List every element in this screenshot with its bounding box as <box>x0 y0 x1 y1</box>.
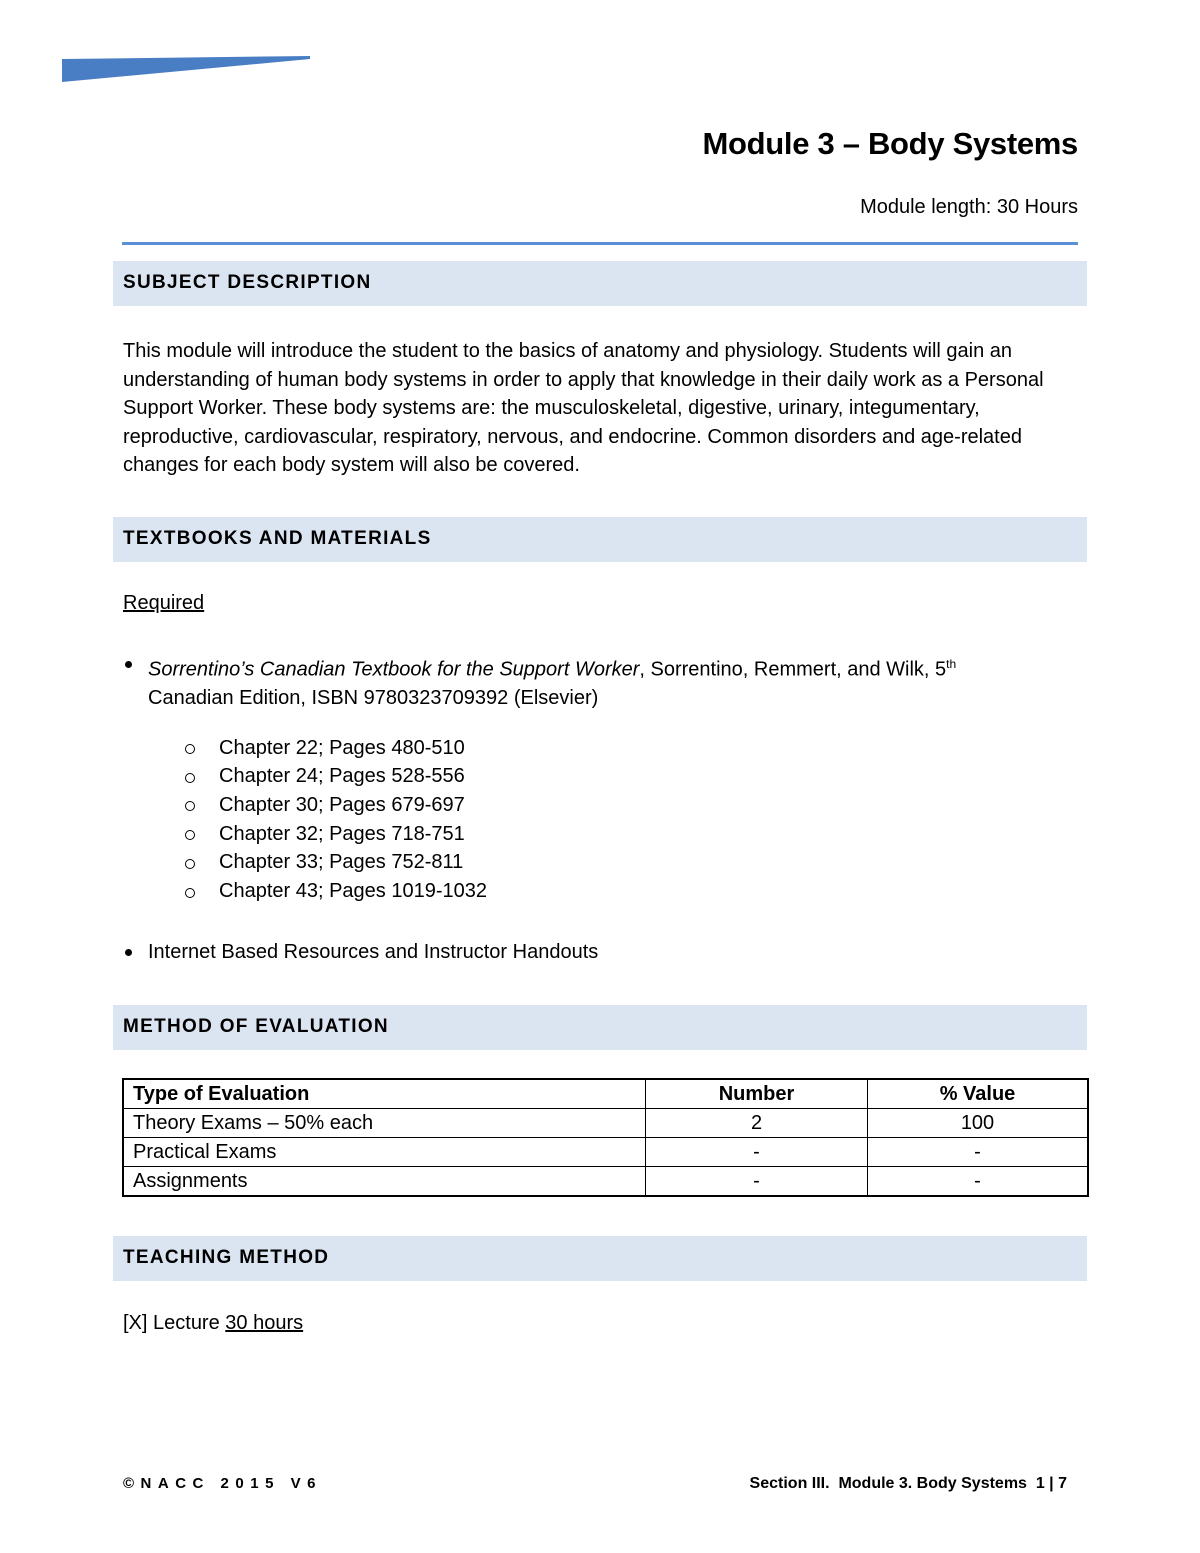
logo-bar <box>62 56 310 82</box>
table-row <box>123 1109 1088 1138</box>
header-rule <box>122 242 1078 245</box>
table-header: % Value <box>868 1079 1089 1109</box>
section-textbooks <box>113 517 1087 562</box>
section-heading: TEXTBOOKS AND MATERIALS <box>123 528 432 549</box>
lecture-label: [X] Lecture <box>123 1312 226 1334</box>
page-title: Module 3 – Body Systems <box>702 126 1078 161</box>
table-cell: 2 <box>646 1109 868 1138</box>
other-materials: Internet Based Resources and Instructor Handouts <box>148 941 599 963</box>
section-subject-description <box>113 261 1087 306</box>
required-label: Required <box>123 592 205 614</box>
module-length: Module length: 30 Hours <box>860 196 1078 218</box>
footer-copyright: ©NACC 2015 V6 <box>123 1475 322 1492</box>
section-heading: TEACHING METHOD <box>123 1247 330 1268</box>
table-cell: Theory Exams – 50% each <box>123 1109 646 1138</box>
circle-bullet-icon <box>185 801 195 811</box>
textbook-citation <box>148 650 956 713</box>
table-cell: - <box>868 1167 1089 1197</box>
table-cell: Practical Exams <box>123 1138 646 1167</box>
section-heading: SUBJECT DESCRIPTION <box>123 272 372 293</box>
chapter-item: Chapter 43; Pages 1019-1032 <box>219 880 487 902</box>
subject-description-text: This module will introduce the student to the basics of anatomy and physiology. Students will gain an understanding of human body systems in order to apply that knowledge in their daily work as a Personal Support Worker. These body systems are: the musculoskeletal, digestive, urinary, integumentary, reproductive, cardiovascular, respiratory, nervous, and endocrine. Common disorders and age-related changes for each body system will also be covered. <box>123 340 1044 477</box>
circle-bullet-icon <box>185 859 195 869</box>
chapter-item: Chapter 24; Pages 528-556 <box>219 765 465 787</box>
table-cell: - <box>646 1138 868 1167</box>
table-header: Number <box>646 1079 868 1109</box>
section-heading: METHOD OF EVALUATION <box>123 1016 389 1037</box>
circle-bullet-icon <box>185 744 195 754</box>
chapter-item: Chapter 22; Pages 480-510 <box>219 737 465 759</box>
table-header: Type of Evaluation <box>123 1079 646 1109</box>
chapter-item: Chapter 33; Pages 752-811 <box>219 851 464 873</box>
section-evaluation <box>113 1005 1087 1050</box>
circle-bullet-icon <box>185 888 195 898</box>
textbook-authors: , Sorrentino, Remmert, and Wilk, 5 <box>639 658 947 681</box>
textbook-superscript: th <box>946 657 957 671</box>
table-cell: 100 <box>868 1109 1089 1138</box>
table-header-row <box>123 1079 1088 1109</box>
textbook-edition: Canadian Edition, ISBN 9780323709392 (Elsevier) <box>148 687 599 710</box>
textbook-title: Sorrentino’s Canadian Textbook for the Support Worker <box>148 658 640 681</box>
table-cell: - <box>868 1138 1089 1167</box>
footer-page-info: Section III. Module 3. Body Systems 1 | 7 <box>749 1475 1067 1492</box>
chapter-item: Chapter 32; Pages 718-751 <box>219 823 465 845</box>
teaching-method-line <box>123 1312 303 1335</box>
circle-bullet-icon <box>185 830 195 840</box>
chapter-item: Chapter 30; Pages 679-697 <box>219 794 465 816</box>
evaluation-table <box>122 1078 1089 1197</box>
table-cell: Assignments <box>123 1167 646 1197</box>
section-teaching <box>113 1236 1087 1281</box>
table-cell: - <box>646 1167 868 1197</box>
circle-bullet-icon <box>185 773 195 783</box>
table-row <box>123 1138 1088 1167</box>
table-row <box>123 1167 1088 1197</box>
lecture-hours: 30 hours <box>225 1312 304 1334</box>
bullet-icon <box>125 661 132 668</box>
bullet-icon <box>125 949 132 956</box>
